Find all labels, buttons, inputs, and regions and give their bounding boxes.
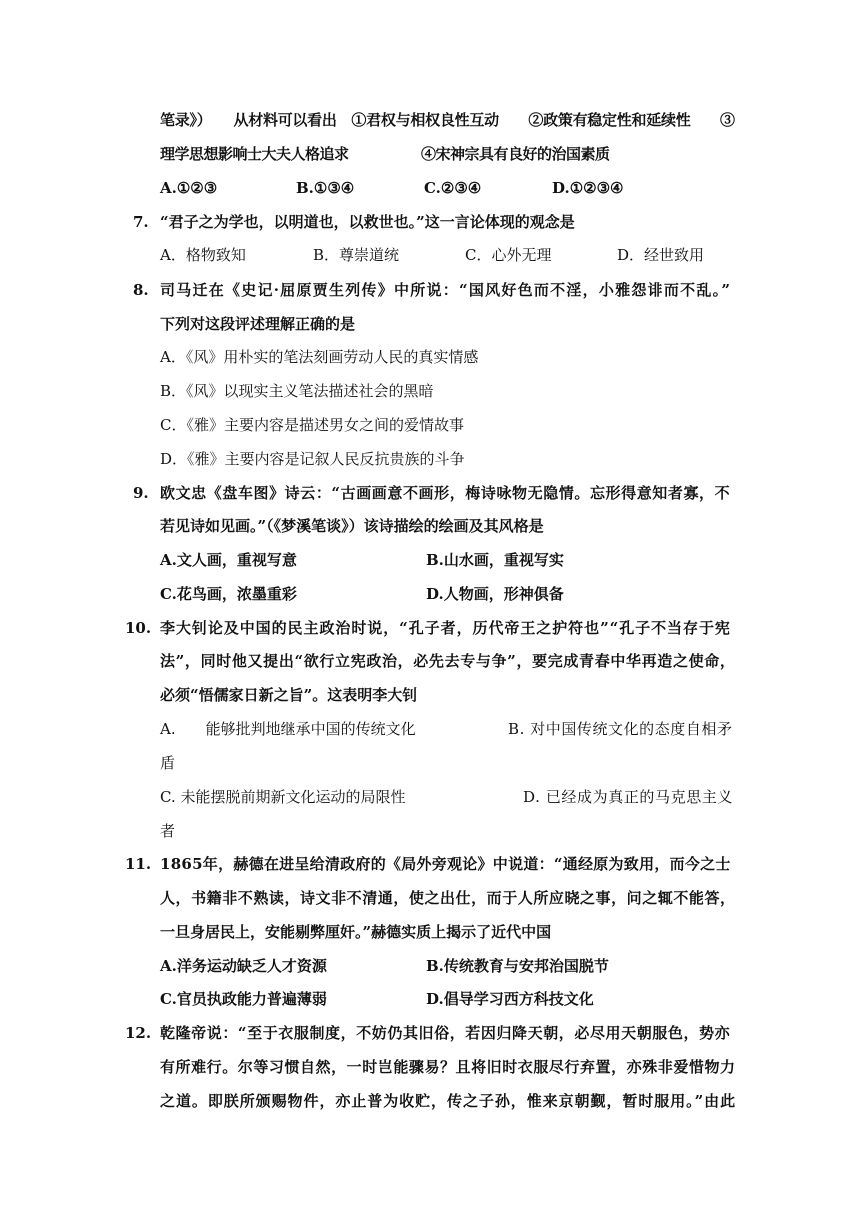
text-line: C.官员执政能力普遍薄弱 bbox=[160, 990, 327, 1008]
text-line: D. 已经成为真正的马克思主义 bbox=[523, 788, 734, 806]
text-line: 一旦身居民上，安能剔弊厘奸。”赫德实质上揭示了近代中国 bbox=[160, 923, 552, 941]
text-line: 欧文忠《盘车图》诗云：“古画画意不画形，梅诗咏物无隐情。忘形得意知者寡，不 bbox=[160, 484, 731, 502]
text-line: B．尊崇道统 bbox=[313, 246, 400, 264]
text-line: “君子之为学也，以明道也，以救世也。”这一言论体现的观念是 bbox=[160, 213, 575, 231]
text-line: A.文人画，重视写意 bbox=[160, 551, 297, 569]
text-line: 若见诗如见画。”（《梦溪笔谈》）该诗描绘的绘画及其风格是 bbox=[160, 517, 544, 535]
question-number: 7. bbox=[133, 213, 149, 231]
text-line: D．《雅》主要内容是记叙人民反抗贵族的斗争 bbox=[160, 450, 465, 468]
text-line: 必须“悟儒家日新之旨”。这表明李大钊 bbox=[160, 686, 418, 704]
text-line: A.洋务运动缺乏人才资源 bbox=[160, 957, 327, 975]
text-line: 李大钊论及中国的民主政治时说，“孔子者，历代帝王之护符也”“孔子不当存于宪 bbox=[160, 619, 731, 637]
text-line: 人，书籍非不熟读，诗文非不清通，使之出仕，而于人所应晓之事，问之辄不能答， bbox=[160, 889, 736, 907]
text-line: C.花鸟画，浓墨重彩 bbox=[160, 585, 297, 603]
text-line: B.①③④ bbox=[296, 179, 355, 197]
text-line: C．心外无理 bbox=[465, 246, 552, 264]
question-number: 8. bbox=[133, 281, 149, 299]
text-line: B. 对中国传统文化的态度自相矛 bbox=[508, 720, 733, 738]
text-line: A. 能够批判地继承中国的传统文化 bbox=[160, 720, 416, 738]
text-line: 理学思想影响士大夫人格追求 ④宋神宗具有良好的治国素质 bbox=[160, 145, 610, 163]
text-line: A．格物致知 bbox=[160, 246, 246, 264]
text-line: B.传统教育与安邦治国脱节 bbox=[426, 957, 609, 975]
text-line: 者 bbox=[160, 822, 176, 840]
text-line: B．《风》以现实主义笔法描述社会的黑暗 bbox=[160, 382, 434, 400]
text-line: C.②③④ bbox=[424, 179, 482, 197]
text-line: 乾隆帝说：“至于衣服制度，不妨仍其旧俗，若因归降天朝，必尽用天朝服色，势亦 bbox=[160, 1024, 731, 1042]
text-line: 法”，同时他又提出“欲行立宪政治，必先去专与争”，要完成青春中华再造之使命， bbox=[160, 652, 736, 670]
text-line: 有所难行。尔等习惯自然，一时岂能骤易？且将旧时衣服尽行弃置，亦殊非爱惜物力 bbox=[160, 1058, 736, 1076]
text-line: 司马迁在《史记·屈原贾生列传》中所说：“国风好色而不淫，小雅怨诽而不乱。” bbox=[160, 281, 732, 299]
text-line: D.①②③④ bbox=[552, 179, 624, 197]
question-number: 9. bbox=[133, 484, 149, 502]
text-line: D.倡导学习西方科技文化 bbox=[426, 990, 594, 1008]
text-line: 笔录》） 从材料可以看出 ①君权与相权良性互动 ②政策有稳定性和延续性 ③ bbox=[160, 111, 735, 129]
text-line: D.人物画，形神俱备 bbox=[426, 585, 564, 603]
text-line: B.山水画，重视写实 bbox=[426, 551, 564, 569]
question-number: 12. bbox=[125, 1024, 152, 1042]
text-line: A．《风》用朴实的笔法刻画劳动人民的真实情感 bbox=[160, 348, 479, 366]
question-number: 11. bbox=[125, 855, 152, 873]
text-line: D．经世致用 bbox=[617, 246, 705, 264]
text-line: 盾 bbox=[160, 754, 176, 772]
text-line: C. 未能摆脱前期新文化运动的局限性 bbox=[160, 788, 406, 806]
text-line: A.①②③ bbox=[160, 179, 218, 197]
text-line: 1865年，赫德在进呈给清政府的《局外旁观论》中说道：“通经原为致用，而今之士 bbox=[160, 855, 731, 873]
text-line: 之道。即朕所颁赐物件，亦止普为收贮，传之子孙，惟来京朝觐，暂时服用。”由此 bbox=[160, 1092, 737, 1110]
text-line: 下列对这段评述理解正确的是 bbox=[160, 315, 356, 333]
text-line: C．《雅》主要内容是描述男女之间的爱情故事 bbox=[160, 416, 464, 434]
question-number: 10. bbox=[125, 619, 152, 637]
